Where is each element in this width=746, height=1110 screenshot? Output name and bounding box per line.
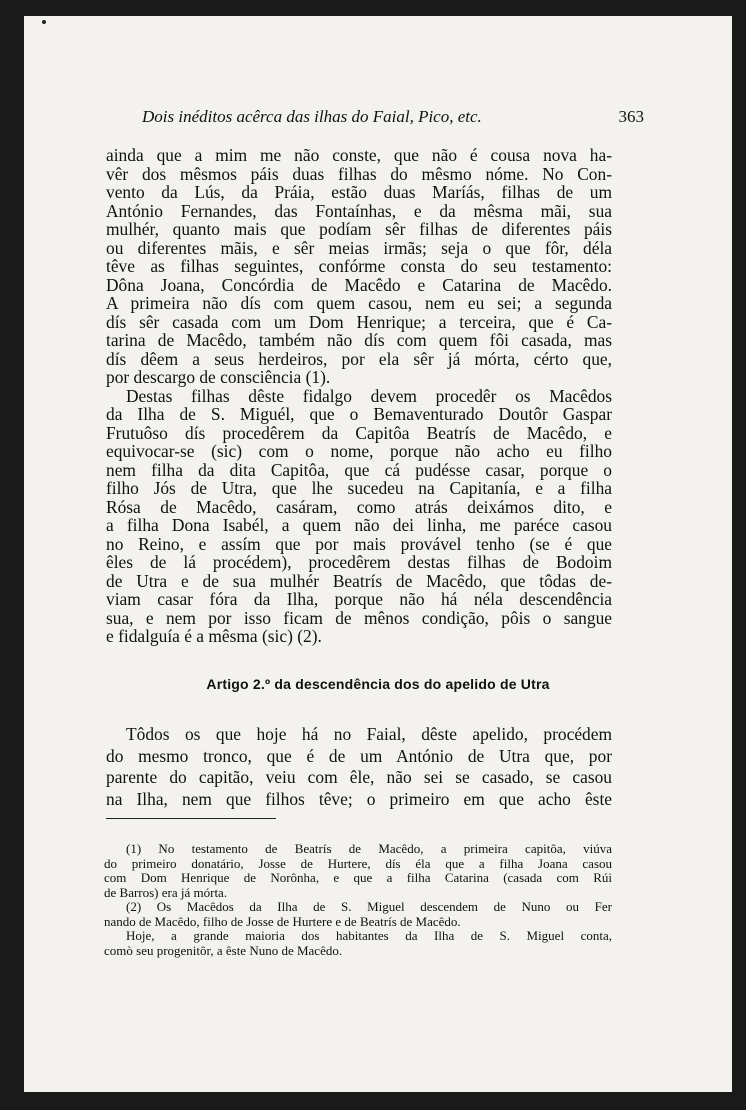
- section-heading: Artigo 2.º da descendência dos do apelido de Utra: [206, 676, 550, 692]
- body-text: [106, 146, 612, 646]
- footnotes: [104, 842, 612, 958]
- text-line: nem filha da dita Capitôa, que cá pudésse casar, porque o: [106, 459, 612, 480]
- footnote-line: (2) Os Macêdos da Ilha de S. Miguel descendem de Nuno ou Fer: [126, 899, 612, 914]
- text-line: a filha Dona Isabél, a quem não dei linha, me parécе casou: [106, 515, 612, 535]
- text-line: do mesmo tronco, que é de um António de Utra que, por: [106, 745, 612, 766]
- text-line: no Reino, e assím que por mais provável tenho (se é que: [106, 533, 612, 554]
- text-line: dís sêr casada com um Dom Henrique; a terceira, que é Ca-: [106, 311, 612, 332]
- running-title: Dois inéditos acêrca das ilhas do Faial, Pico, etc.: [142, 107, 482, 126]
- footnote-line: do primeiro donatário, Josse de Hurtere, dís éla que a filha Joana casou: [104, 855, 612, 871]
- text-line: vêr dos mêsmos páis duas filhas do mêsmo nóme. No Con-: [106, 163, 612, 184]
- text-line: Rósa de Macêdo, casáram, como atrás deixámos dito, e: [106, 496, 612, 517]
- ink-speck: [42, 20, 46, 24]
- text-line: António Fernandes, das Fontaínhas, e da mêsma mãi, sua: [106, 200, 612, 221]
- footnote-line: nando de Macêdo, filho de Josse de Hurtere e de Beatrís de Macêdo.: [104, 913, 461, 929]
- text-line: e fidalguía é a mêsma (sic) (2).: [106, 626, 322, 646]
- text-line: viam casar fóra da Ilha, porque não há néla descendência: [106, 589, 612, 609]
- text-line: A primeira não dís com quem casou, nem eu sei; a segunda: [106, 293, 612, 313]
- text-line: parente do capitão, veiu com êle, não sei se casado, se casou: [106, 767, 612, 787]
- footnote-line: com Dom Henrique de Norônha, e que a filha Catarina (casada com Rúi: [104, 870, 612, 885]
- text-line: da Ilha de S. Miguél, que o Bemaventurado Doutôr Gaspar: [106, 404, 612, 424]
- footnote-line: comò seu progenitôr, a êste Nuno de Macêdo.: [104, 942, 343, 958]
- text-line: êles de lá procédem), procedêrem destas filhas de Bodoim: [106, 552, 612, 572]
- text-line: na Ilha, nem que filhos têve; o primeiro em que acho êste: [106, 788, 612, 809]
- footnote-rule: [106, 818, 276, 819]
- text-line: Dôna Joana, Concórdia de Macêdo e Catarina de Macêdo.: [106, 274, 612, 295]
- text-line: ou diferentes mãis, e sêr meias irmãs; seja o que fôr, déla: [106, 237, 612, 258]
- text-line: por descargo de consciência (1).: [106, 367, 331, 387]
- footnote-line: de Barros) era já mórta.: [104, 884, 228, 900]
- text-line: Frutuôso dís procedêrem da Capitôa Beatrís de Macêdo, e: [106, 422, 612, 443]
- text-line: tarina de Macêdo, também não dís com quem fôi casada, mas: [106, 330, 612, 350]
- text-line: equivocar-se (sic) com o nome, porque não acho eu filho: [106, 441, 612, 461]
- text-line: Tôdos os que hoje há no Faial, dêste apelido, procédem: [126, 724, 612, 744]
- text-line: ainda que a mim me não conste, que não é cousa nova ha-: [106, 145, 612, 165]
- text-line: vento da Lús, da Práia, estão duas Maríás, filhas de um: [106, 182, 612, 202]
- text-line: filho Jós de Utra, que lhe sucedeu na Capitanía, e a filha: [106, 478, 612, 498]
- text-line: têve as filhas seguintes, confórme consta do seu testamento:: [106, 256, 612, 276]
- footnote-line: Hoje, a grande maioria dos habitantes da Ilha de S. Miguel conta,: [126, 928, 612, 943]
- running-header: [142, 106, 644, 128]
- page-number: 363: [618, 107, 644, 126]
- text-line: de Utra e de sua mulhér Beatrís de Macêdo, que tôdas de-: [106, 570, 612, 591]
- text-line: mulhér, quanto mais que podíam sêr filhas de diferentes páis: [106, 219, 612, 239]
- text-line: sua, e nem por isso ficam de mênos condição, pôis o sangue: [106, 607, 612, 628]
- text-line: dís dêem a seus herdeiros, por ela sêr já mórta, cérto que,: [106, 348, 612, 369]
- book-page: [24, 16, 732, 1092]
- article-text: [106, 724, 612, 810]
- footnote-line: (1) No testamento de Beatrís de Macêdo, a primeira capitôa, viúva: [126, 841, 612, 856]
- text-line: Destas filhas dêste fidalgo devem procedêr os Macêdos: [126, 385, 612, 406]
